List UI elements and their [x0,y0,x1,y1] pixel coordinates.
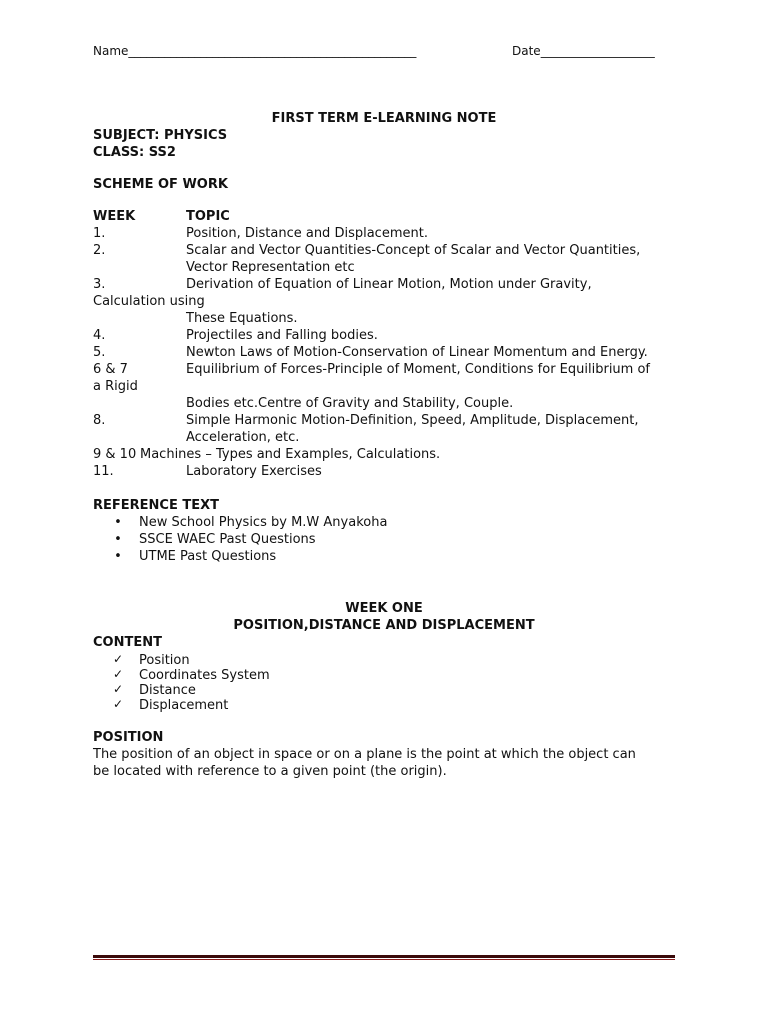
table-row-continuation [93,395,683,412]
checkmark-icon: ✓ [113,652,124,666]
week-cell: 2. [93,243,106,258]
week-one-subheading: POSITION,DISTANCE AND DISPLACEMENT [233,618,535,633]
name-line: ________________________________________________ [128,44,417,58]
table-row-wrap [93,378,683,395]
table-row [93,361,683,378]
topic-cell-continuation: Vector Representation etc [186,260,355,275]
topic-cell-continuation: These Equations. [186,311,298,326]
topic-cell: Derivation of Equation of Linear Motion, Motion under Gravity, [186,277,592,292]
table-row-continuation [93,310,683,327]
topic-cell: Position, Distance and Displacement. [186,226,428,241]
subject-line: SUBJECT: PHYSICS [93,128,228,143]
reference-item: New School Physics by M.W Anyakoha [139,515,388,530]
table-row [93,463,683,480]
table-row-continuation [93,259,683,276]
position-heading: POSITION [93,730,164,745]
table-row-wrap [93,293,683,310]
topic-cell: Projectiles and Falling bodies. [186,328,378,343]
week-cell: 4. [93,328,106,343]
name-label: Name [93,44,129,58]
week-column-header: WEEK [93,209,136,224]
week-cell: 1. [93,226,106,241]
topic-cell: Equilibrium of Forces-Principle of Moment, Conditions for Equilibrium of [186,362,651,377]
table-row [93,344,683,361]
reference-item: UTME Past Questions [139,549,277,564]
date-label: Date [512,44,541,58]
table-row [93,327,683,344]
table-header [93,208,683,225]
content-item: Position [139,653,190,668]
topic-cell-wrap: a Rigid [93,379,138,394]
reference-heading: REFERENCE TEXT [93,498,220,513]
checkmark-icon: ✓ [113,682,124,696]
week-cell: 9 & 10 [93,447,137,462]
week-cell: 6 & 7 [93,362,128,377]
bullet-icon: • [114,515,122,530]
topic-cell: Scalar and Vector Quantities-Concept of Scalar and Vector Quantities, [186,243,641,258]
position-paragraph-line: The position of an object in space or on a plane is the point at which the object can [93,747,636,762]
topic-column-header: TOPIC [186,209,230,224]
class-line: CLASS: SS2 [93,145,176,160]
table-row [93,276,683,293]
footer-divider-accent [93,959,675,960]
reference-item: SSCE WAEC Past Questions [139,532,316,547]
content-heading: CONTENT [93,635,162,650]
content-item: Coordinates System [139,668,270,683]
footer-divider [93,955,675,958]
week-one-heading: WEEK ONE [345,601,423,616]
topic-cell: Laboratory Exercises [186,464,322,479]
content-item: Distance [139,683,196,698]
topic-cell: Simple Harmonic Motion-Definition, Speed, Amplitude, Displacement, [186,413,639,428]
topic-cell-continuation: Acceleration, etc. [186,430,300,445]
topic-cell: Machines – Types and Examples, Calculations. [140,447,441,462]
week-cell: 8. [93,413,106,428]
scheme-heading: SCHEME OF WORK [93,177,228,192]
week-cell: 5. [93,345,106,360]
content-item: Displacement [139,698,229,713]
table-row-continuation [93,429,683,446]
document-title: FIRST TERM E-LEARNING NOTE [271,111,497,126]
name-field [93,43,416,60]
week-cell: 3. [93,277,106,292]
position-paragraph-line: be located with reference to a given point (the origin). [93,764,447,779]
date-line: ___________________ [540,44,655,58]
checkmark-icon: ✓ [113,697,124,711]
topic-cell-continuation: Bodies etc.Centre of Gravity and Stability, Couple. [186,396,514,411]
checkmark-icon: ✓ [113,667,124,681]
table-row [93,446,683,463]
date-field [512,43,655,60]
week-cell: 11. [93,464,114,479]
table-row [93,242,683,259]
bullet-icon: • [114,532,122,547]
table-row [93,412,683,429]
topic-cell: Newton Laws of Motion-Conservation of Linear Momentum and Energy. [186,345,648,360]
topic-cell-wrap: Calculation using [93,294,205,309]
bullet-icon: • [114,549,122,564]
table-row [93,225,683,242]
